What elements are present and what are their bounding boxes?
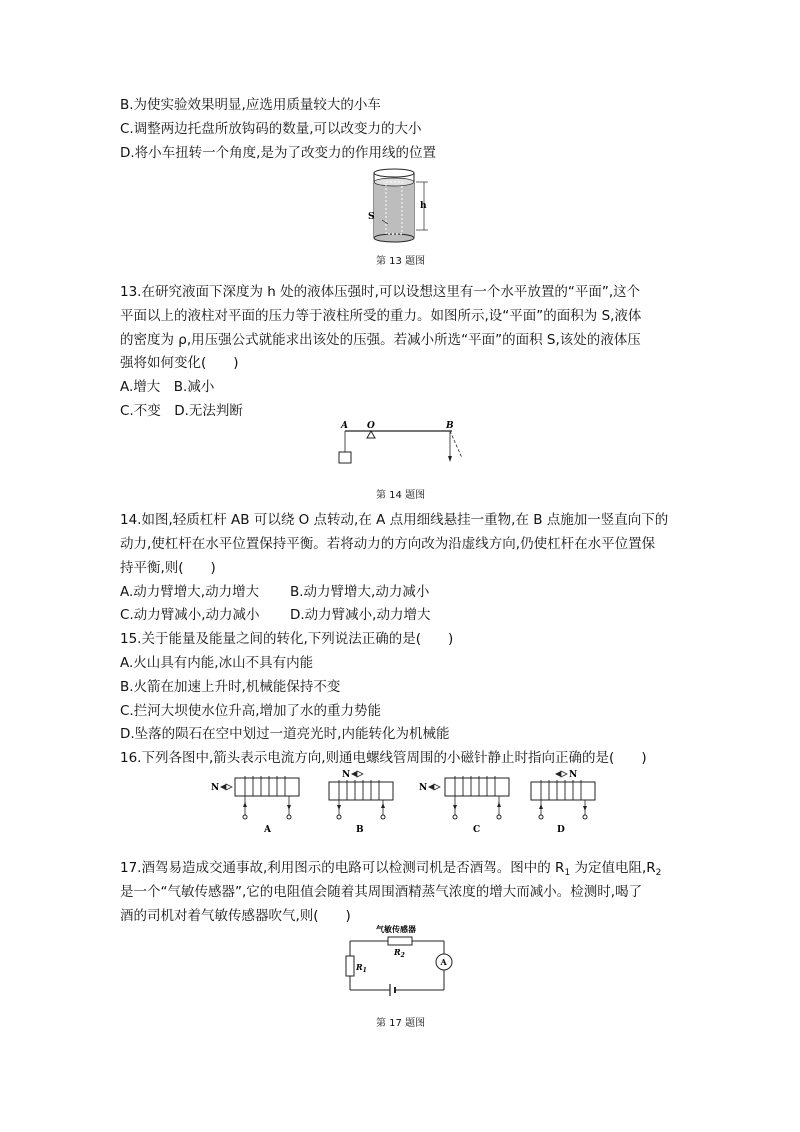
- q17-stem-line2: 是一个“气敏传感器”,它的电阻值会随着其周围酒精蒸气浓度的增大而减小。检测时,喝了: [120, 884, 643, 900]
- needle-n-b: N: [342, 770, 351, 780]
- solenoid-c: [419, 776, 509, 835]
- solenoid-label-c: C: [473, 825, 481, 835]
- q15-option-d: D.坠落的陨石在空中划过一道亮光时,内能转化为机械能: [120, 726, 450, 742]
- q14-option-c: C.动力臂减小,动力减小: [120, 607, 260, 623]
- q13-stem-line1: 13.在研究液面下深度为 h 处的液体压强时,可以设想这里有一个水平放置的“平面”,这个: [120, 284, 641, 300]
- solenoid-a: [211, 776, 299, 835]
- q15-option-a: A.火山具有内能,冰山不具有内能: [120, 655, 314, 671]
- figure-13-caption: 第 13 题图: [376, 256, 426, 267]
- fig17-r2-label: $R_2$: [394, 947, 405, 959]
- q14-stem-line2: 动力,使杠杆在水平位置保持平衡。若将动力的方向改为沿虚线方向,仍使杠杆在水平位置保: [120, 536, 656, 552]
- q14-stem-line3: 持平衡,则( ): [120, 560, 216, 576]
- fig17-r1-label: $R_1$: [356, 962, 367, 974]
- q17-line1-pre: 17.酒驾易造成交通事故,利用图示的电路可以检测司机是否酒驾。图中的 R: [120, 860, 565, 876]
- q13-stem-line2: 平面以上的液柱对平面的压力等于液柱所受的重力。如图所示,设“平面”的面积为 S,液体: [120, 308, 642, 324]
- q13-stem-line3: 的密度为 ρ,用压强公式就能求出该处的压强。若减小所选“平面”的面积 S,该处的液体压: [120, 332, 641, 348]
- solenoid-b: [329, 770, 393, 835]
- q12-option-d: D.将小车扭转一个角度,是为了改变力的作用线的位置: [120, 145, 436, 161]
- q15-option-c: C.拦河大坝使水位升高,增加了水的重力势能: [120, 703, 382, 719]
- q14-option-d: D.动力臂减小,动力增大: [290, 607, 431, 623]
- q14-option-b: B.动力臂增大,动力减小: [290, 584, 430, 600]
- q15-option-b: B.火箭在加速上升时,机械能保持不变: [120, 679, 341, 695]
- solenoid-label-d: D: [557, 825, 565, 835]
- fig14-label-a: A: [341, 421, 348, 431]
- q14-option-a: A.动力臂增大,动力增大: [120, 584, 260, 600]
- figure-14-caption: 第 14 题图: [376, 490, 426, 501]
- q14-stem-line1: 14.如图,轻质杠杆 AB 可以绕 O 点转动,在 A 点用细线悬挂一重物,在 B 点施加一竖直向下的: [120, 512, 669, 528]
- q12-option-c: C.调整两边托盘所放钩码的数量,可以改变力的大小: [120, 121, 422, 137]
- fig14-label-o: O: [367, 421, 375, 431]
- needle-n-c: N: [419, 783, 428, 793]
- q13-options-cd: C.不变 D.无法判断: [120, 403, 243, 419]
- solenoid-d: [531, 770, 595, 835]
- q17-r1-sub: 1: [564, 868, 571, 878]
- fig13-label-s: S: [368, 212, 375, 222]
- q17-r2-sub: 2: [655, 868, 662, 878]
- q17-line1-mid: 为定值电阻,R: [570, 860, 656, 876]
- fig17-meter-label: A: [440, 957, 447, 967]
- q17-stem-line3: 酒的司机对着气敏传感器吹气,则( ): [120, 908, 351, 924]
- needle-n-a: N: [211, 783, 220, 793]
- q17-stem-line1: [120, 859, 661, 879]
- figure-17-caption: 第 17 题图: [376, 1018, 426, 1029]
- figure-14-lever: [332, 418, 472, 468]
- fig13-label-h: h: [420, 201, 427, 211]
- fig14-label-b: B: [446, 421, 454, 431]
- figure-13-liquid-column: [362, 168, 442, 248]
- q13-stem-line4: 强将如何变化( ): [120, 355, 239, 371]
- figure-17-circuit: [336, 922, 464, 998]
- fig17-sensor-label: 气敏传感器: [376, 925, 416, 934]
- q16-stem: 16.下列各图中,箭头表示电流方向,则通电螺线管周围的小磁针静止时指向正确的是( ): [120, 750, 647, 766]
- solenoid-label-a: A: [264, 825, 271, 835]
- q15-stem: 15.关于能量及能量之间的转化,下列说法正确的是( ): [120, 631, 454, 647]
- figure-16-solenoids: [205, 770, 625, 838]
- needle-n-d: N: [569, 770, 578, 780]
- q12-option-b: B.为使实验效果明显,应选用质量较大的小车: [120, 97, 381, 113]
- solenoid-label-b: B: [356, 825, 364, 835]
- q13-options-ab: A.增大 B.减小: [120, 379, 215, 395]
